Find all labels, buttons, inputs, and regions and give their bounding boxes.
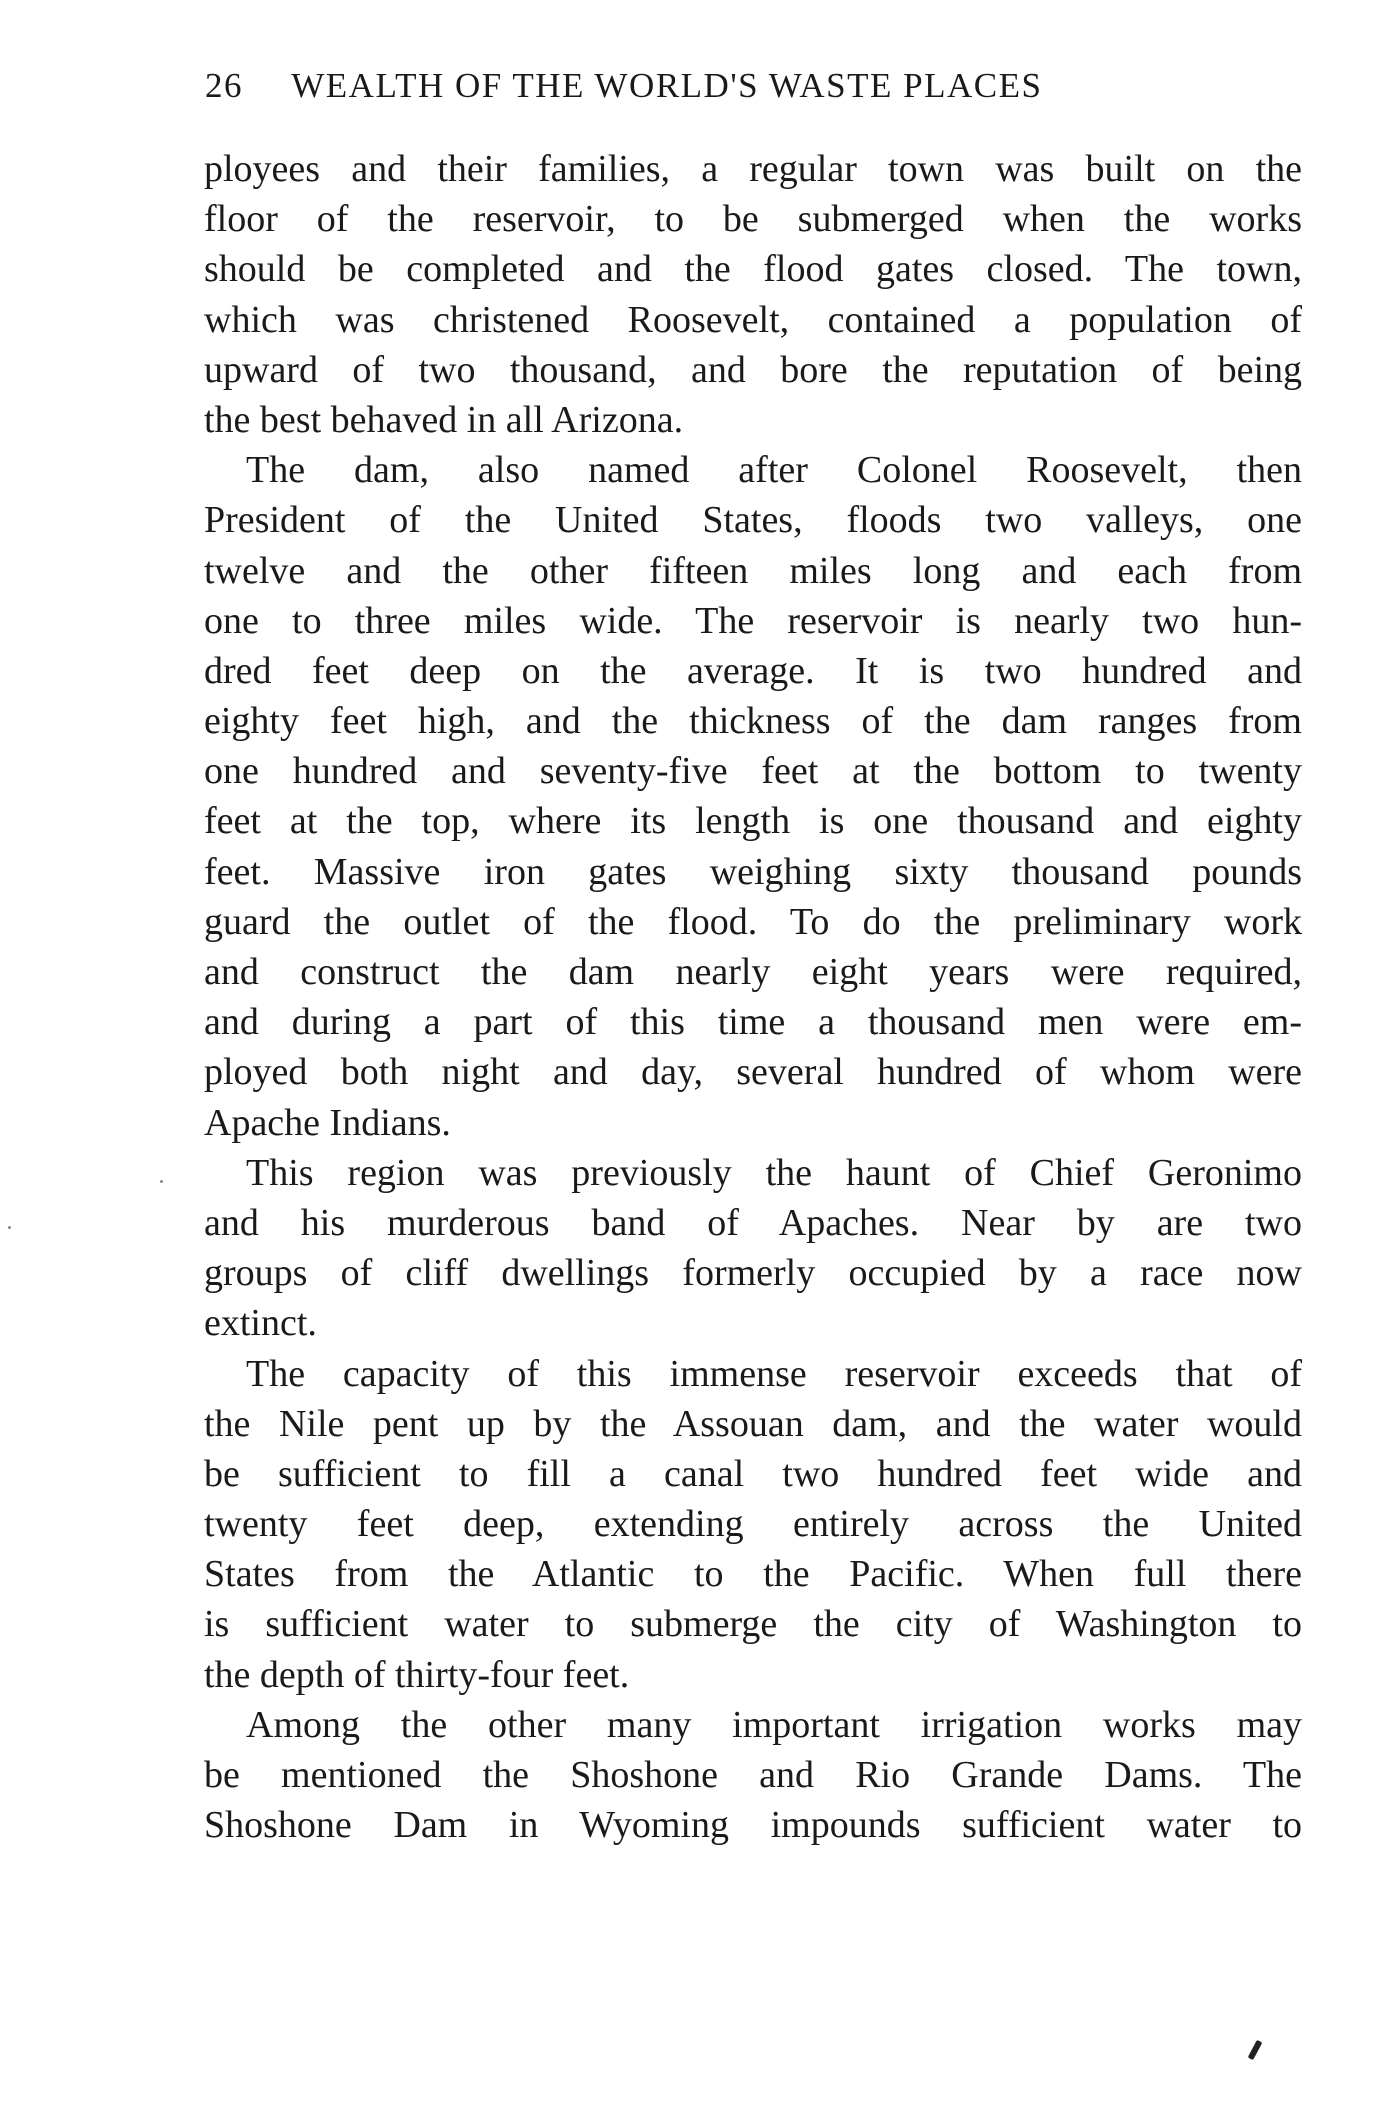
text-line: floor of the reservoir, to be submerged when the works [204,198,1302,241]
text-line: eighty feet high, and the thickness of the dam ranges from [204,700,1302,743]
page-number: 26 [205,66,243,105]
text-line: guard the outlet of the flood. To do the preliminary work [204,900,1302,943]
paper-speck [160,1180,163,1183]
text-line: The capacity of this immense reservoir exceeds that of [246,1352,1302,1395]
text-line: and construct the dam nearly eight years were required, [204,951,1302,993]
text-line: President of the United States, floods two valleys, one [204,499,1302,542]
text-line: should be completed and the flood gates closed. The town, [204,248,1302,291]
text-line: the Nile pent up by the Assouan dam, and the water would [204,1402,1302,1445]
paper-speck [8,1226,11,1229]
text-line: be sufficient to fill a canal two hundred feet wide and [204,1452,1302,1495]
text-line: and his murderous band of Apaches. Near by are two [204,1201,1302,1244]
text-line: one hundred and seventy-five feet at the bottom to twenty [204,750,1302,793]
text-line: be mentioned the Shoshone and Rio Grande Dams. The [204,1754,1302,1796]
body-text [204,144,1302,1850]
paragraph [204,1148,1302,1349]
paragraph [204,144,1302,445]
text-line: twelve and the other fifteen miles long and each from [204,549,1302,592]
text-line: Among the other many important irrigation works may [246,1703,1302,1746]
text-line: Shoshone Dam in Wyoming impounds sufficient water to [204,1804,1302,1847]
text-line: which was christened Roosevelt, contained a population of [204,298,1302,341]
text-line: feet. Massive iron gates weighing sixty thousand pounds [204,850,1302,893]
text-line: twenty feet deep, extending entirely across the United [204,1503,1302,1546]
text-line: This region was previously the haunt of Chief Geronimo [246,1151,1302,1194]
text-line: extinct. [204,1302,317,1345]
running-title: WEALTH OF THE WORLD'S WASTE PLACES [291,66,1043,105]
text-line: is sufficient water to submerge the city of Washington to [204,1603,1302,1646]
text-line: The dam, also named after Colonel Roosevelt, then [246,449,1302,492]
paragraph [204,445,1302,1148]
text-line: the depth of thirty-four feet. [204,1653,630,1696]
paragraph [204,1700,1302,1851]
text-line: upward of two thousand, and bore the reputation of being [204,348,1302,391]
text-line: States from the Atlantic to the Pacific. When full there [204,1553,1302,1596]
ink-mark [1248,2040,1263,2060]
text-line: feet at the top, where its length is one thousand and eighty [204,800,1302,843]
text-line: ployees and their families, a regular town was built on the [204,148,1302,190]
text-line: Apache Indians. [204,1101,451,1144]
running-header [205,66,1205,114]
text-line: and during a part of this time a thousand men were em- [204,1001,1302,1044]
paragraph [204,1349,1302,1700]
text-line: one to three miles wide. The reservoir is nearly two hun- [204,599,1302,642]
text-line: dred feet deep on the average. It is two hundred and [204,649,1302,692]
text-line: ployed both night and day, several hundred of whom were [204,1051,1302,1094]
text-line: groups of cliff dwellings formerly occupied by a race now [204,1252,1302,1295]
text-line: the best behaved in all Arizona. [204,398,684,441]
